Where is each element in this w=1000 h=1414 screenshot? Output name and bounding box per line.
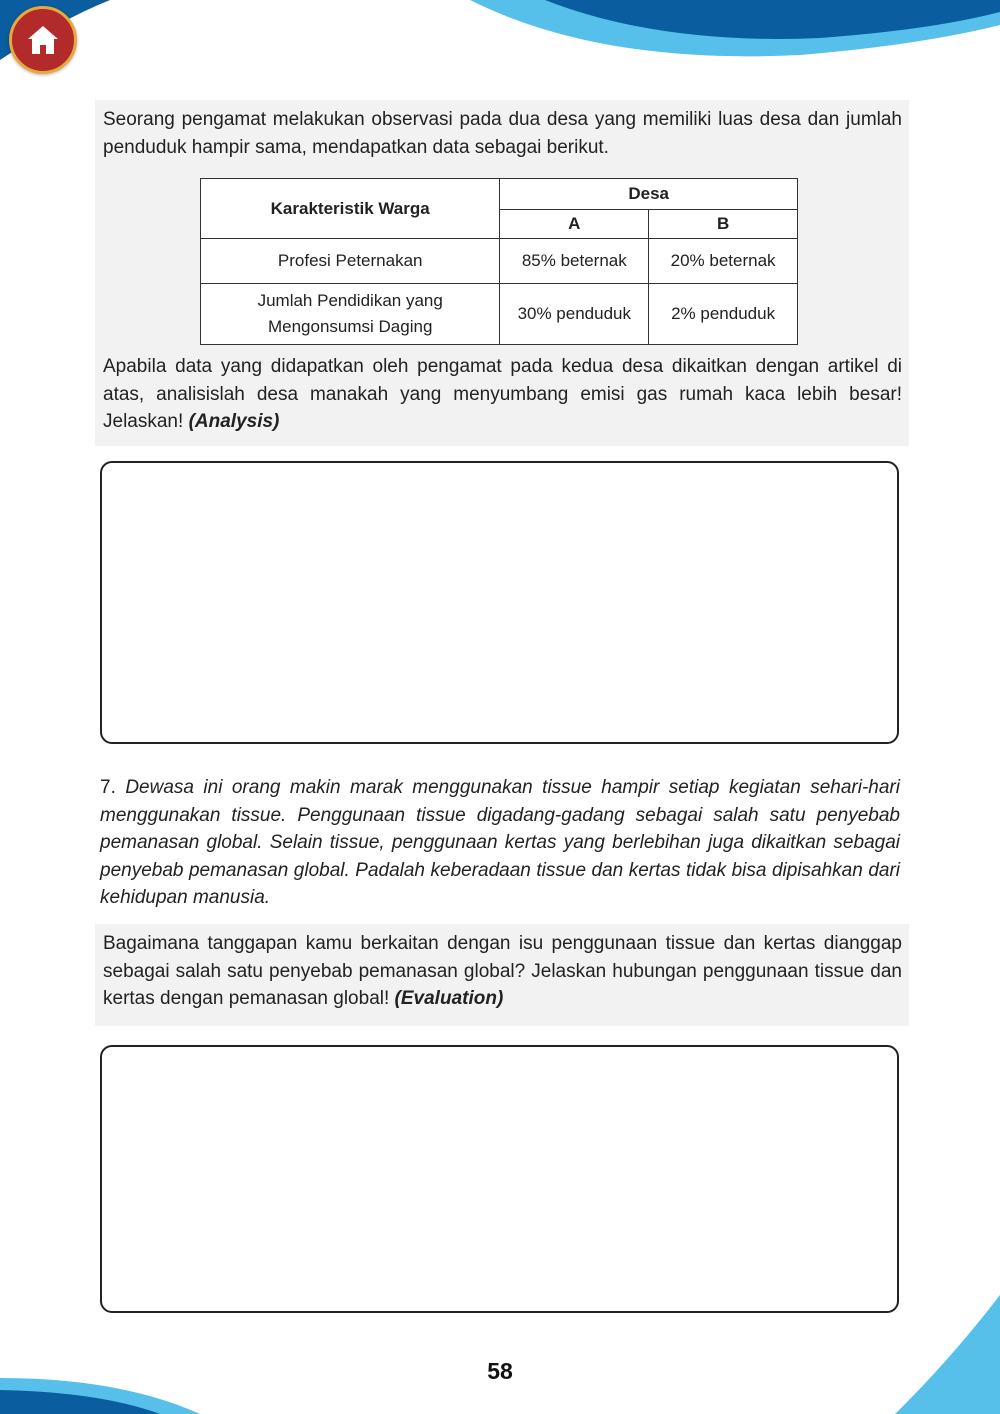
question-6-prompt xyxy=(103,353,902,436)
row-label xyxy=(201,284,500,345)
question-7-level: (Evaluation) xyxy=(394,988,504,1009)
question-6-box xyxy=(95,100,909,446)
row-value-a: 85% beternak xyxy=(500,239,649,284)
answer-box-7[interactable] xyxy=(100,1045,899,1313)
question-7-stimulus-text: Dewasa ini orang makin marak menggunakan tissue hampir setiap kegiatan sehari-hari menggunakan tissue. Penggunaan tissue digadang-gadang sebagai salah satu penyebab pemanasan global. Selain tissue, penggunaan kertas yang berlebihan juga dikaitkan sebagai penyebab pemanasan global. Padalah keberadaan tissue dan kertas tidak bisa dipisahkan dari kehidupan manusia. xyxy=(100,777,900,908)
row-label-line2: Mengonsumsi Daging xyxy=(267,317,433,336)
home-button[interactable] xyxy=(9,6,77,74)
row-label: Profesi Peternakan xyxy=(201,239,500,284)
question-7-text: Bagaimana tanggapan kamu berkaitan dengan isu penggunaan tissue dan kertas dianggap sebagai salah satu penyebab pemanasan global? Jelaskan hubungan penggunaan tissue dan kertas dengan pemanasan global! xyxy=(103,933,902,1009)
question-6-level: (Analysis) xyxy=(188,411,280,432)
header-characteristic: Karakteristik Warga xyxy=(201,179,500,239)
question-7-number: 7. xyxy=(100,777,116,798)
row-label-line1: Jumlah Pendidikan yang xyxy=(257,291,443,310)
question-6-text: Apabila data yang didapatkan oleh pengamat pada kedua desa dikaitkan dengan artikel di atas, analisislah desa manakah yang menyumbang emisi gas rumah kaca lebih besar! Jelaskan! xyxy=(103,356,902,432)
question-7-prompt xyxy=(103,930,902,1013)
page-number: 58 xyxy=(487,1358,513,1384)
question-7-stimulus xyxy=(100,774,900,912)
question-6-intro: Seorang pengamat melakukan observasi pada dua desa yang memiliki luas desa dan jumlah penduduk hampir sama, mendapatkan data sebagai berikut. xyxy=(103,109,902,158)
header-col-b: B xyxy=(649,210,798,239)
row-value-a: 30% penduduk xyxy=(500,284,649,345)
village-data-table xyxy=(200,178,798,345)
answer-box-6[interactable] xyxy=(100,461,899,744)
home-icon xyxy=(23,20,63,60)
header-col-a: A xyxy=(500,210,649,239)
question-7-box xyxy=(95,924,909,1026)
bottom-right-wave-light xyxy=(895,1295,1000,1414)
row-value-b: 2% penduduk xyxy=(649,284,798,345)
header-village: Desa xyxy=(500,179,798,210)
row-value-b: 20% beternak xyxy=(649,239,798,284)
